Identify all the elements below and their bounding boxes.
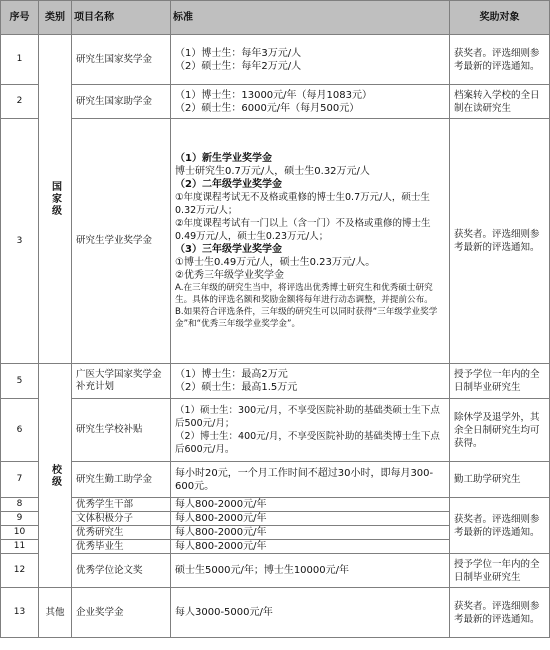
project-name: 优秀研究生 [72,526,171,540]
project-name: 企业奖学金 [72,588,171,638]
target-cell: 档案转入学校的全日制在读研究生 [450,85,550,119]
section-title: （1）新生学业奖学金 [175,153,272,164]
project-name: 研究生国家助学金 [72,85,171,119]
project-name: 研究生学校补贴 [72,399,171,462]
row-number: 7 [1,462,39,498]
table-row [1,35,550,85]
row-number: 8 [1,498,39,512]
target-cell: 除休学及退学外，其余全日制研究生均可获得。 [450,399,550,462]
row-number: 6 [1,399,39,462]
row-number: 9 [1,512,39,526]
project-name: 优秀学生干部 [72,498,171,512]
standard-cell: 每人800-2000元/年 [171,540,450,554]
standard-cell: 每人800-2000元/年 [171,512,450,526]
standard-paragraph: （1）硕士生：300元/月，不享受医院补助的基础类硕士生下点后500元/月； [175,405,440,429]
standard-line: （2）硕士生：6000元/年（每月500元） [175,102,360,114]
header-standard: 标准 [171,1,450,35]
standard-cell [171,364,450,399]
table-row [1,588,550,638]
category-national-label: 国家级 [49,181,61,217]
standard-cell [171,462,450,498]
category-other: 其他 [39,588,72,638]
target-cell-merged: 获奖者。评选细则参考最新的评选通知。 [450,498,550,554]
target-cell: 授予学位一年内的全日制毕业研究生 [450,554,550,588]
row-number: 1 [1,35,39,85]
row-number: 13 [1,588,39,638]
table-row [1,498,550,512]
target-cell: 获奖者。评选细则参考最新的评选通知。 [450,588,550,638]
standard-line: （2）硕士生：最高1.5万元 [175,382,298,393]
standard-cell: 每人3000-5000元/年 [171,588,450,638]
row-number: 2 [1,85,39,119]
table-row [1,85,550,119]
table-row [1,462,550,498]
row-number: 10 [1,526,39,540]
category-school [39,364,72,588]
category-national [39,35,72,364]
standard-paragraph: ①年度课程考试无不及格或重修的博士生0.7万元/人，硕士生0.32万元/人； [175,192,430,216]
standard-cell [171,399,450,462]
project-name: 文体积极分子 [72,512,171,526]
standard-note: A.在三年级的研究生当中，将评选出优秀博士研究生和优秀硕士研究生。具体的评选名额和奖励金额将每年进行动态调整，并提前公布。 [175,283,433,305]
standard-paragraph: ②年度课程考试有一门以上（含一门）不及格或重修的博士生0.49万元/人，硕士生0.23万元/人； [175,218,431,242]
table-row [1,554,550,588]
standard-cell [171,119,450,364]
section-title: （2）二年级学业奖学金 [175,179,282,190]
target-cell: 获奖者。评选细则参考最新的评选通知。 [450,35,550,85]
project-name: 广医大学国家奖学金补充计划 [72,364,171,399]
category-school-label: 校级 [49,463,61,488]
table-row [1,399,550,462]
standard-cell: 每人800-2000元/年 [171,498,450,512]
row-number: 12 [1,554,39,588]
standard-paragraph: （2）博士生：400元/月，不享受医院补助的基础类博士生下点后600元/月。 [175,431,440,455]
header-category: 类别 [39,1,72,35]
standard-line: （1）博士生：最高2万元 [175,369,288,380]
standard-line: （2）硕士生：每年2万元/人 [175,60,302,72]
standard-cell: 硕士生5000元/年；博士生10000元/年 [171,554,450,588]
project-name: 优秀毕业生 [72,540,171,554]
standard-line: （1）博士生：每年3万元/人 [175,47,302,59]
standard-cell: 每人800-2000元/年 [171,526,450,540]
table-row [1,364,550,399]
standard-cell [171,35,450,85]
section-title: （3）三年级学业奖学金 [175,244,282,255]
table-row [1,119,550,364]
row-number: 3 [1,119,39,364]
standard-line: ②优秀三年级学业奖学金 [175,270,284,281]
project-name: 研究生学业奖学金 [72,119,171,364]
target-cell: 获奖者。评选细则参考最新的评选通知。 [450,119,550,364]
project-name: 优秀学位论文奖 [72,554,171,588]
standard-cell [171,85,450,119]
standard-line: （1）博士生：13000元/年（每月1083元） [175,89,372,101]
project-name: 研究生国家奖学金 [72,35,171,85]
project-name: 研究生勤工助学金 [72,462,171,498]
standard-paragraph: 每小时20元，一个月工作时间不超过30小时，即每月300-600元。 [175,467,434,492]
row-number: 5 [1,364,39,399]
header-name: 项目名称 [72,1,171,35]
standard-note: B.如果符合评选条件，三年级的研究生可以同时获得“三年级学业奖学金”和“优秀三年级学业奖学金”。 [175,307,438,329]
header-row [1,1,550,35]
target-cell: 勤工助学研究生 [450,462,550,498]
row-number: 11 [1,540,39,554]
header-no: 序号 [1,1,39,35]
standard-line: ①博士生0.49万元/人，硕士生0.23万元/人。 [175,257,376,268]
target-cell: 授予学位一年内的全日制毕业研究生 [450,364,550,399]
standard-line: 博士研究生0.7万元/人，硕士生0.32万元/人 [175,166,370,177]
header-target: 奖助对象 [450,1,550,35]
